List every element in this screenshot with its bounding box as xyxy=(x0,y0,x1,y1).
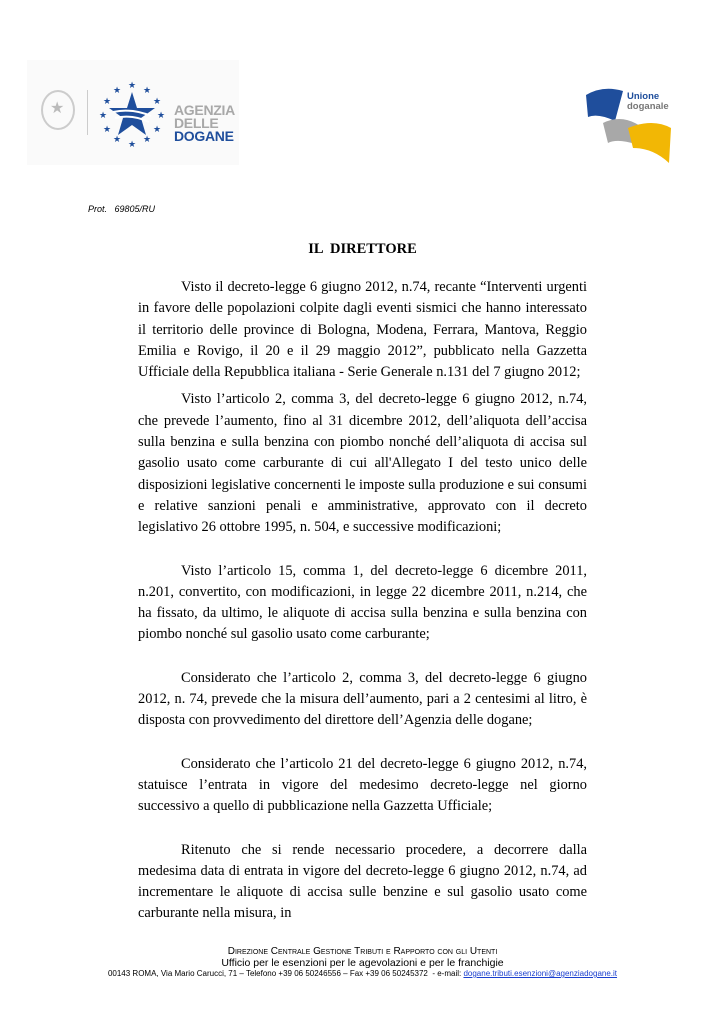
svg-text:★: ★ xyxy=(127,139,137,148)
document-title: IL DIRETTORE xyxy=(308,241,417,257)
svg-text:★: ★ xyxy=(152,124,162,134)
logo-line-3: DOGANE xyxy=(174,128,234,144)
footer xyxy=(0,946,725,978)
paragraph: Visto l’articolo 15, comma 1, del decreto-legge 6 dicembre 2011, n.201, convertito, con modificazioni, in legge 22 dicembre 2011, n.214, che ha fissato, da ultimo, le aliquote di accisa sulla benzina e sulla benzina con piombo nonché sul gasolio usato come carburante; xyxy=(138,562,587,643)
svg-text:★: ★ xyxy=(156,110,166,120)
unione-doganale-logo xyxy=(583,83,678,168)
svg-text:★: ★ xyxy=(112,85,122,95)
svg-text:★: ★ xyxy=(127,80,137,90)
svg-text:★: ★ xyxy=(98,110,108,120)
svg-text:★: ★ xyxy=(102,96,112,106)
logo-line-1: AGENZIA xyxy=(174,102,235,118)
paragraph: Considerato che l’articolo 21 del decreto-legge 6 giugno 2012, n.74, statuisce l’entrata in vigore del medesimo decreto-legge nel giorno successivo a quello di pubblicazione nella Gazzetta Ufficiale; xyxy=(138,755,587,815)
svg-text:★: ★ xyxy=(142,85,152,95)
paragraph: Visto l’articolo 2, comma 3, del decreto-legge 6 giugno 2012, n.74, che prevede l’aumento, fino al 31 dicembre 2012, dell’aliquota dell’accisa sulla benzina e sulla benzina con piombo nonché dell’aliquota di accisa sul gasolio usato come carburante di cui all'Allegato I del testo unico delle disposizioni legislative concernenti le imposte sulla produzione e sui consumi e relative sanzioni penali e amministrative, approvato con il decreto legislativo 26 ottobre 1995, n. 504, e successive modificazioni; xyxy=(138,391,587,536)
svg-text:★: ★ xyxy=(152,96,162,106)
union-line-1: Unione xyxy=(627,91,660,102)
paragraph: Ritenuto che si rende necessario procedere, a decorrere dalla medesima data di entrata in vigore del decreto-legge 6 giugno 2012, n.74, ad incrementare le aliquote di accisa sulle benzine e sul gasolio usato come carburante nella misura, in xyxy=(138,841,587,922)
address-text: 00143 ROMA, Via Mario Carucci, 71 – Telefono +39 06 50246556 – Fax +39 06 50245372 - e-mail: xyxy=(107,969,464,978)
svg-text:★: ★ xyxy=(142,134,152,144)
divider xyxy=(87,90,88,135)
union-line-2: doganale xyxy=(627,101,669,112)
protocol-label: Prot. xyxy=(88,204,108,214)
svg-text:★: ★ xyxy=(102,124,112,134)
protocol-number: 69805/RU xyxy=(114,204,156,214)
agenzia-dogane-logo xyxy=(27,60,239,165)
logo-line-2: DELLE xyxy=(174,115,219,131)
protocol xyxy=(88,204,155,214)
footer-office: Ufficio per le esenzioni per le agevolazioni e per le franchigie xyxy=(221,957,504,969)
italian-republic-emblem-icon xyxy=(41,90,75,130)
paragraph: Visto il decreto-legge 6 giugno 2012, n.74, recante “Interventi urgenti in favore delle popolazioni colpite dagli eventi sismici che hanno interessato il territorio delle province di Bologna, Modena, Ferrara, Mantova, Reggio Emilia e Rovigo, il 20 e il 29 maggio 2012”, pubblicato nella Gazzetta Ufficiale della Repubblica italiana - Serie Generale n.131 del 7 giugno 2012; xyxy=(138,279,587,381)
email-link[interactable]: dogane.tributi.esenzioni@agenziadogane.it xyxy=(463,969,618,978)
document-body xyxy=(138,277,587,925)
agency-name xyxy=(174,104,235,143)
footer-directorate: Direzione Centrale Gestione Tributi e Rapporto con gli Utenti xyxy=(227,946,498,957)
svg-text:★: ★ xyxy=(112,134,122,144)
paragraph: Considerato che l’articolo 2, comma 3, del decreto-legge 6 giugno 2012, n. 74, prevede che la misura dell’aumento, pari a 2 centesimi al litro, è disposta con provvedimento del direttore dell’Agenzia delle dogane; xyxy=(138,669,587,729)
footer-address xyxy=(0,969,725,978)
union-name xyxy=(627,92,669,112)
eu-stars-icon xyxy=(95,78,170,148)
